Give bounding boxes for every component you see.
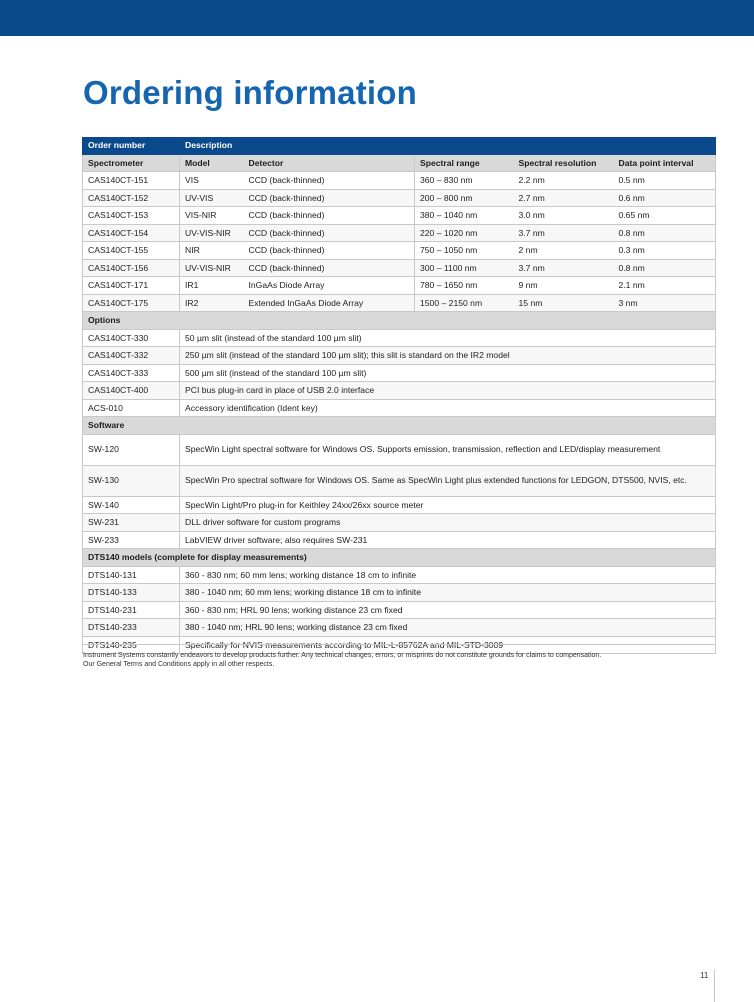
order-number-cell: SW-233 xyxy=(83,531,180,549)
section-heading: Software xyxy=(83,417,716,435)
options-row xyxy=(83,382,716,400)
ordering-table xyxy=(82,137,716,654)
col-spectral-resolution: Spectral resolution xyxy=(514,154,614,172)
description-cell: LabVIEW driver software; also requires SW-231 xyxy=(180,531,716,549)
data-point-interval-cell: 3 nm xyxy=(614,294,716,312)
spectrometer-row xyxy=(83,277,716,295)
detector-cell: CCD (back-thinned) xyxy=(244,242,415,260)
description-cell: 360 - 830 nm; HRL 90 lens; working distance 23 cm fixed xyxy=(180,601,716,619)
col-data-point-interval: Data point interval xyxy=(614,154,716,172)
detector-cell: CCD (back-thinned) xyxy=(244,224,415,242)
spectral-resolution-cell: 3.7 nm xyxy=(514,259,614,277)
spectral-resolution-cell: 3.7 nm xyxy=(514,224,614,242)
spectrometer-row xyxy=(83,259,716,277)
footnote-line-1: Instrument Systems constantly endeavors to develop products further. Any technical changes, errors, or misprints do not constitute grounds for claims to compensation. xyxy=(83,652,602,659)
description-cell: Specifically for NVIS measurements according to MIL-L-85762A and MIL-STD-3009 xyxy=(180,636,716,654)
spectrometer-columns-row xyxy=(83,154,716,172)
dts-row xyxy=(83,601,716,619)
order-number-header: Order number xyxy=(83,137,180,154)
description-cell: PCI bus plug-in card in place of USB 2.0 interface xyxy=(180,382,716,400)
order-number-cell: CAS140CT-153 xyxy=(83,207,180,225)
col-model: Model xyxy=(180,154,244,172)
description-cell: 380 - 1040 nm; 60 mm lens; working distance 18 cm to infinite xyxy=(180,584,716,602)
software-row xyxy=(83,465,716,496)
spectrometer-row xyxy=(83,189,716,207)
page-number: 11 xyxy=(700,971,709,980)
description-cell: 380 - 1040 nm; HRL 90 lens; working distance 23 cm fixed xyxy=(180,619,716,637)
spectral-resolution-cell: 3.0 nm xyxy=(514,207,614,225)
spectral-resolution-cell: 2 nm xyxy=(514,242,614,260)
order-number-cell: CAS140CT-151 xyxy=(83,172,180,190)
order-number-cell: ACS-010 xyxy=(83,399,180,417)
spectrometer-row xyxy=(83,224,716,242)
software-row xyxy=(83,514,716,532)
model-cell: UV-VIS-NIR xyxy=(180,224,244,242)
col-spectrometer: Spectrometer xyxy=(83,154,180,172)
detector-cell: CCD (back-thinned) xyxy=(244,207,415,225)
order-number-cell: CAS140CT-332 xyxy=(83,347,180,365)
table-header-row xyxy=(83,137,716,154)
options-row xyxy=(83,347,716,365)
footnote-line-2: Our General Terms and Conditions apply in all other respects. xyxy=(83,661,275,668)
spectrometer-row xyxy=(83,172,716,190)
order-number-cell: SW-130 xyxy=(83,465,180,496)
spectral-range-cell: 360 – 830 nm xyxy=(415,172,514,190)
order-number-cell: DTS140-233 xyxy=(83,619,180,637)
data-point-interval-cell: 0.8 nm xyxy=(614,259,716,277)
spectral-resolution-cell: 2.7 nm xyxy=(514,189,614,207)
model-cell: NIR xyxy=(180,242,244,260)
data-point-interval-cell: 0.8 nm xyxy=(614,224,716,242)
software-row xyxy=(83,531,716,549)
description-cell: SpecWin Light/Pro plug-in for Keithley 24xx/26xx source meter xyxy=(180,496,716,514)
data-point-interval-cell: 0.6 nm xyxy=(614,189,716,207)
options-row xyxy=(83,399,716,417)
dts-row xyxy=(83,566,716,584)
options-row xyxy=(83,329,716,347)
model-cell: UV-VIS xyxy=(180,189,244,207)
spectral-range-cell: 750 – 1050 nm xyxy=(415,242,514,260)
description-cell: SpecWin Light spectral software for Windows OS. Supports emission, transmission, reflection and LED/display measurement xyxy=(180,434,716,465)
spectral-range-cell: 200 – 800 nm xyxy=(415,189,514,207)
description-cell: 50 µm slit (instead of the standard 100 µm slit) xyxy=(180,329,716,347)
spectrometer-row xyxy=(83,207,716,225)
description-header: Description xyxy=(180,137,716,154)
col-spectral-range: Spectral range xyxy=(415,154,514,172)
options-section-heading-row xyxy=(83,312,716,330)
data-point-interval-cell: 0.3 nm xyxy=(614,242,716,260)
order-number-cell: CAS140CT-175 xyxy=(83,294,180,312)
top-banner xyxy=(0,0,754,36)
dts-section-heading-row xyxy=(83,549,716,567)
software-section-heading-row xyxy=(83,417,716,435)
spectral-range-cell: 300 – 1100 nm xyxy=(415,259,514,277)
spectral-range-cell: 1500 – 2150 nm xyxy=(415,294,514,312)
software-row xyxy=(83,434,716,465)
model-cell: IR2 xyxy=(180,294,244,312)
spectral-resolution-cell: 9 nm xyxy=(514,277,614,295)
section-heading: Options xyxy=(83,312,716,330)
description-cell: Accessory identification (Ident key) xyxy=(180,399,716,417)
order-number-cell: CAS140CT-152 xyxy=(83,189,180,207)
description-cell: 360 - 830 nm; 60 mm lens; working distance 18 cm to infinite xyxy=(180,566,716,584)
section-heading: DTS140 models (complete for display measurements) xyxy=(83,549,716,567)
order-number-cell: CAS140CT-154 xyxy=(83,224,180,242)
detector-cell: CCD (back-thinned) xyxy=(244,172,415,190)
order-number-cell: DTS140-231 xyxy=(83,601,180,619)
detector-cell: Extended InGaAs Diode Array xyxy=(244,294,415,312)
description-cell: 500 µm slit (instead of the standard 100 µm slit) xyxy=(180,364,716,382)
spectral-range-cell: 780 – 1650 nm xyxy=(415,277,514,295)
description-cell: SpecWin Pro spectral software for Windows OS. Same as SpecWin Light plus extended functions for LEDGON, DTS500, NVIS, etc. xyxy=(180,465,716,496)
order-number-cell: SW-120 xyxy=(83,434,180,465)
description-cell: 250 µm slit (instead of the standard 100 µm slit); this slit is standard on the IR2 model xyxy=(180,347,716,365)
model-cell: VIS-NIR xyxy=(180,207,244,225)
order-number-cell: CAS140CT-155 xyxy=(83,242,180,260)
model-cell: UV-VIS-NIR xyxy=(180,259,244,277)
data-point-interval-cell: 0.65 nm xyxy=(614,207,716,225)
model-cell: VIS xyxy=(180,172,244,190)
spectral-range-cell: 380 – 1040 nm xyxy=(415,207,514,225)
order-number-cell: CAS140CT-171 xyxy=(83,277,180,295)
detector-cell: CCD (back-thinned) xyxy=(244,189,415,207)
spectrometer-row xyxy=(83,242,716,260)
description-cell: DLL driver software for custom programs xyxy=(180,514,716,532)
order-number-cell: CAS140CT-330 xyxy=(83,329,180,347)
detector-cell: CCD (back-thinned) xyxy=(244,259,415,277)
spectral-resolution-cell: 15 nm xyxy=(514,294,614,312)
order-number-cell: SW-140 xyxy=(83,496,180,514)
col-detector: Detector xyxy=(244,154,415,172)
model-cell: IR1 xyxy=(180,277,244,295)
data-point-interval-cell: 0.5 nm xyxy=(614,172,716,190)
order-number-cell: SW-231 xyxy=(83,514,180,532)
order-number-cell: CAS140CT-156 xyxy=(83,259,180,277)
data-point-interval-cell: 2.1 nm xyxy=(614,277,716,295)
order-number-cell: DTS140-235 xyxy=(83,636,180,654)
spectral-resolution-cell: 2.2 nm xyxy=(514,172,614,190)
dts-row xyxy=(83,619,716,637)
spectrometer-row xyxy=(83,294,716,312)
order-number-cell: CAS140CT-400 xyxy=(83,382,180,400)
software-row xyxy=(83,496,716,514)
dts-row xyxy=(83,584,716,602)
order-number-cell: CAS140CT-333 xyxy=(83,364,180,382)
order-number-cell: DTS140-133 xyxy=(83,584,180,602)
footnote xyxy=(83,644,715,669)
spectral-range-cell: 220 – 1020 nm xyxy=(415,224,514,242)
page-title: Ordering information xyxy=(83,74,417,111)
options-row xyxy=(83,364,716,382)
detector-cell: InGaAs Diode Array xyxy=(244,277,415,295)
page-number-divider xyxy=(714,969,715,1002)
order-number-cell: DTS140-131 xyxy=(83,566,180,584)
